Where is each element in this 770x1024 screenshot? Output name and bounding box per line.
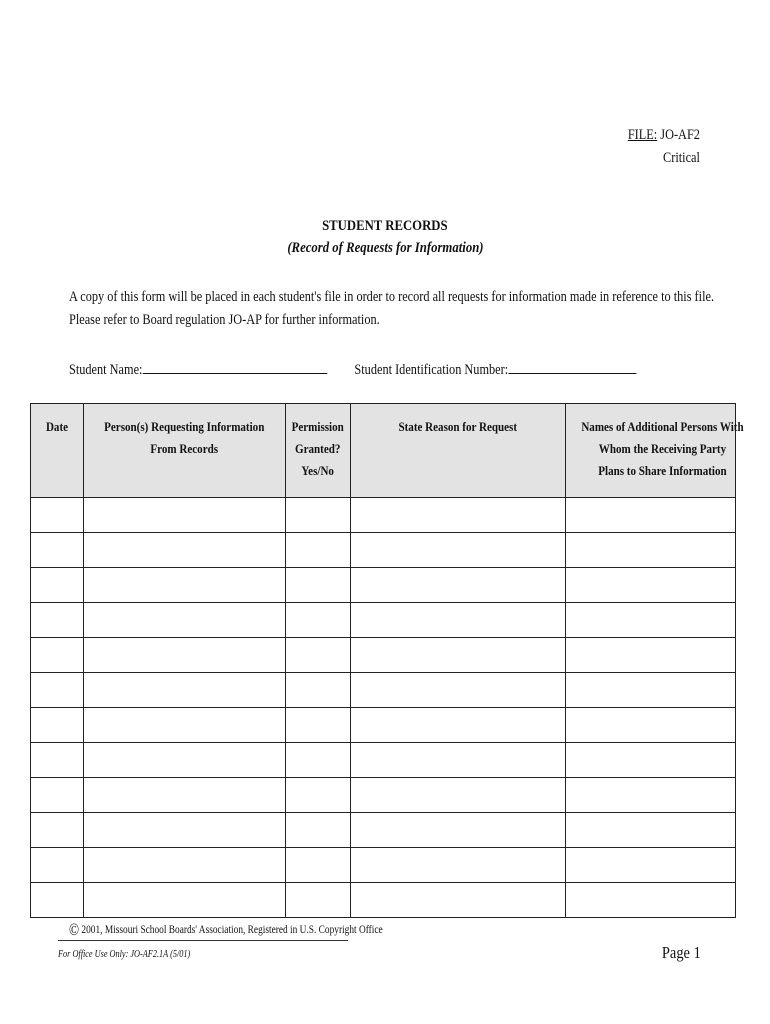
requester-cell[interactable] <box>84 568 286 603</box>
date-cell[interactable] <box>31 813 84 848</box>
copyright-icon: © <box>69 920 80 939</box>
permission-cell[interactable] <box>286 778 351 813</box>
date-cell[interactable] <box>31 848 84 883</box>
table-header-row <box>31 404 736 498</box>
additional-persons-cell[interactable] <box>566 883 736 918</box>
additional-persons-cell[interactable] <box>566 638 736 673</box>
column-header-requester: Person(s) Requesting Information From Records <box>84 404 286 498</box>
requester-cell[interactable] <box>84 883 286 918</box>
page-subtitle: (Record of Requests for Information) <box>286 240 484 256</box>
office-use-note: For Office Use Only: JO-AF2.1A (5/01) <box>58 948 191 960</box>
requester-cell[interactable] <box>84 743 286 778</box>
student-name-label: Student Name: <box>69 362 143 378</box>
classification: Critical <box>663 150 700 166</box>
table-row <box>31 603 736 638</box>
table-row <box>31 848 736 883</box>
date-cell[interactable] <box>31 533 84 568</box>
file-header <box>628 124 700 170</box>
requester-cell[interactable] <box>84 603 286 638</box>
page-title: STUDENT RECORDS <box>322 218 448 234</box>
table-row <box>31 498 736 533</box>
reason-cell[interactable] <box>351 708 566 743</box>
additional-persons-cell[interactable] <box>566 568 736 603</box>
requester-cell[interactable] <box>84 708 286 743</box>
date-cell[interactable] <box>31 743 84 778</box>
additional-persons-cell[interactable] <box>566 743 736 778</box>
file-code: JO-AF2 <box>660 127 700 143</box>
requester-cell[interactable] <box>84 673 286 708</box>
student-id-label: Student Identification Number: <box>354 362 509 378</box>
date-cell[interactable] <box>31 498 84 533</box>
permission-cell[interactable] <box>286 638 351 673</box>
footer-divider <box>58 940 348 941</box>
reason-cell[interactable] <box>351 638 566 673</box>
reason-cell[interactable] <box>351 673 566 708</box>
intro-line-2: Please refer to Board regulation JO-AP for further information. <box>69 312 380 328</box>
document-title <box>0 215 770 259</box>
requester-cell[interactable] <box>84 778 286 813</box>
table-row <box>31 813 736 848</box>
permission-cell[interactable] <box>286 848 351 883</box>
file-line <box>628 124 700 147</box>
reason-cell[interactable] <box>351 848 566 883</box>
copyright-text: 2001, Missouri School Boards' Association, Registered in U.S. Copyright Office <box>81 922 383 936</box>
table-row <box>31 883 736 918</box>
requester-cell[interactable] <box>84 813 286 848</box>
table-row <box>31 708 736 743</box>
reason-cell[interactable] <box>351 883 566 918</box>
table-row <box>31 743 736 778</box>
additional-persons-cell[interactable] <box>566 848 736 883</box>
student-fields <box>69 359 636 379</box>
requests-table <box>30 403 744 918</box>
requester-cell[interactable] <box>84 498 286 533</box>
additional-persons-cell[interactable] <box>566 533 736 568</box>
permission-cell[interactable] <box>286 533 351 568</box>
file-label: FILE: <box>627 127 658 143</box>
student-name-field[interactable] <box>142 359 327 374</box>
table-row <box>31 533 736 568</box>
permission-cell[interactable] <box>286 883 351 918</box>
reason-cell[interactable] <box>351 778 566 813</box>
reason-cell[interactable] <box>351 813 566 848</box>
table-row <box>31 638 736 673</box>
student-id-field[interactable] <box>508 359 636 374</box>
table-row <box>31 778 736 813</box>
requester-cell[interactable] <box>84 638 286 673</box>
column-header-reason: State Reason for Request <box>351 404 566 498</box>
permission-cell[interactable] <box>286 603 351 638</box>
reason-cell[interactable] <box>351 603 566 638</box>
intro-text <box>69 286 715 332</box>
column-header-additional-persons: Names of Additional Persons With Whom the Receiving Party Plans to Share Information <box>566 404 736 498</box>
requester-cell[interactable] <box>84 533 286 568</box>
permission-cell[interactable] <box>286 673 351 708</box>
requester-cell[interactable] <box>84 848 286 883</box>
permission-cell[interactable] <box>286 813 351 848</box>
intro-line-1: A copy of this form will be placed in each student's file in order to record all requests for information made in reference to this file. <box>69 289 715 305</box>
permission-cell[interactable] <box>286 498 351 533</box>
additional-persons-cell[interactable] <box>566 498 736 533</box>
additional-persons-cell[interactable] <box>566 673 736 708</box>
additional-persons-cell[interactable] <box>566 603 736 638</box>
date-cell[interactable] <box>31 883 84 918</box>
table-row <box>31 568 736 603</box>
date-cell[interactable] <box>31 603 84 638</box>
additional-persons-cell[interactable] <box>566 708 736 743</box>
column-header-permission: Permission Granted? Yes/No <box>286 404 351 498</box>
date-cell[interactable] <box>31 568 84 603</box>
permission-cell[interactable] <box>286 568 351 603</box>
table-row <box>31 673 736 708</box>
table-body <box>31 498 736 918</box>
permission-cell[interactable] <box>286 743 351 778</box>
reason-cell[interactable] <box>351 568 566 603</box>
copyright-notice <box>69 920 383 940</box>
date-cell[interactable] <box>31 708 84 743</box>
date-cell[interactable] <box>31 673 84 708</box>
additional-persons-cell[interactable] <box>566 813 736 848</box>
additional-persons-cell[interactable] <box>566 778 736 813</box>
reason-cell[interactable] <box>351 743 566 778</box>
reason-cell[interactable] <box>351 533 566 568</box>
date-cell[interactable] <box>31 778 84 813</box>
reason-cell[interactable] <box>351 498 566 533</box>
date-cell[interactable] <box>31 638 84 673</box>
column-header-date: Date <box>31 404 84 498</box>
permission-cell[interactable] <box>286 708 351 743</box>
page-number: Page 1 <box>662 943 701 962</box>
